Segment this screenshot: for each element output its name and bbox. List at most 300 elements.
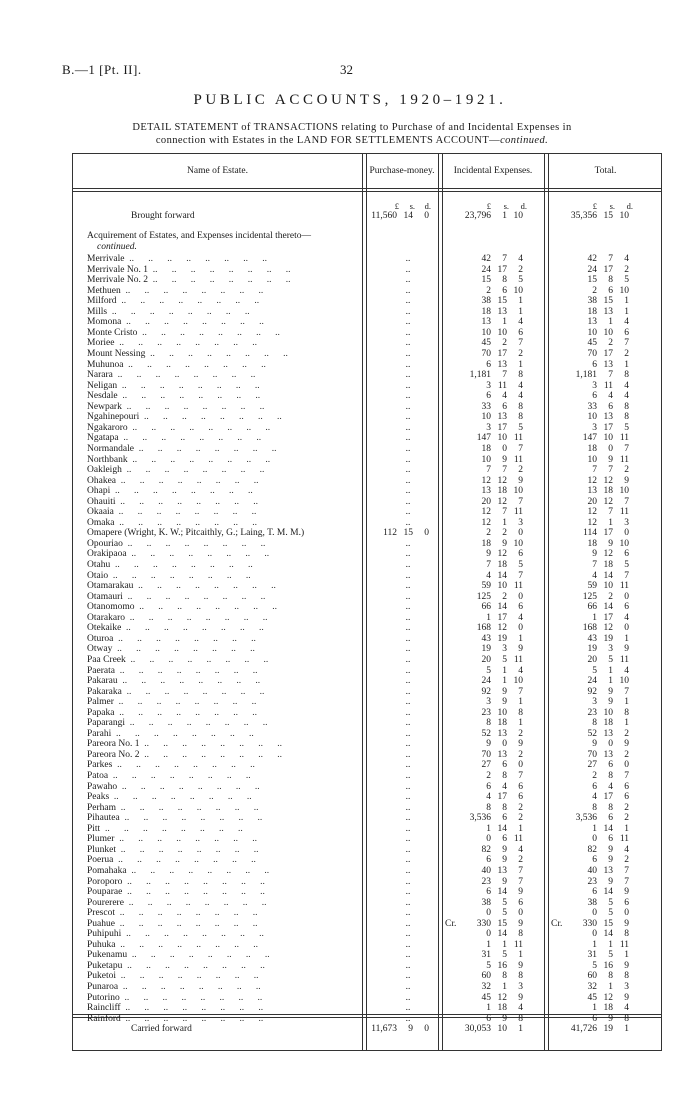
amount-shillings: 10 xyxy=(497,327,507,338)
amount-pence: 7 xyxy=(624,865,629,876)
leader-dots: .. .. .. .. .. .. .. .. xyxy=(109,792,252,803)
estate-name xyxy=(87,771,359,782)
amount-shillings: 1 xyxy=(608,939,613,950)
amount-shillings: 17 xyxy=(603,792,613,803)
credit-prefix xyxy=(551,993,569,1004)
amount-shillings: 13 xyxy=(497,306,507,317)
incidental-amount xyxy=(445,803,523,814)
amount-shillings: 1 xyxy=(502,317,507,328)
ditto-mark: .. xyxy=(405,317,411,328)
estate-name-text: Parkes xyxy=(87,760,113,771)
estate-name xyxy=(87,539,359,550)
amount-pence: 6 xyxy=(624,327,629,338)
credit-prefix xyxy=(445,666,463,677)
amount-pounds: 3,536 xyxy=(575,813,597,824)
incidental-amount xyxy=(445,824,523,835)
total-amount xyxy=(551,898,629,909)
amount-shillings: 9 xyxy=(502,1013,507,1024)
ditto-mark: .. xyxy=(405,380,411,391)
amount-pounds: 7 xyxy=(486,560,491,570)
leader-dots: .. .. .. .. .. .. .. .. xyxy=(114,834,257,845)
amount-shillings: 4 xyxy=(502,391,507,402)
amount-pounds: 24 xyxy=(481,264,491,275)
incidental-amount xyxy=(445,993,523,1004)
incidental-amount xyxy=(445,402,523,413)
credit-prefix xyxy=(551,655,569,666)
amount-pounds: 42 xyxy=(587,254,597,264)
credit-prefix xyxy=(551,718,569,729)
unit-pound: £ xyxy=(486,201,491,211)
total-amount xyxy=(551,877,629,888)
credit-prefix xyxy=(551,1003,569,1014)
amount-pence: 1 xyxy=(624,296,629,307)
amount-shillings: 6 xyxy=(502,813,507,824)
credit-prefix xyxy=(445,412,463,423)
amount-pence: 5 xyxy=(624,422,629,433)
amount-pence: 8 xyxy=(624,707,629,718)
credit-prefix xyxy=(551,286,569,297)
incidental-amount xyxy=(445,866,523,877)
ditto-mark: .. xyxy=(405,517,411,528)
total-amount xyxy=(551,782,629,793)
credit-prefix xyxy=(445,370,463,381)
credit-prefix xyxy=(445,813,463,824)
ditto-mark: .. xyxy=(405,960,411,971)
table-row xyxy=(73,412,663,423)
credit-prefix xyxy=(445,718,463,729)
amount-pounds: 45 xyxy=(481,992,491,1003)
amount-pounds: 24 xyxy=(481,676,491,686)
amount-shillings: 2 xyxy=(502,528,507,539)
amount-shillings: 14 xyxy=(403,211,413,221)
leader-dots: .. .. .. .. .. .. .. .. xyxy=(137,327,280,338)
amount-pounds: 5 xyxy=(592,665,597,676)
estate-name-text: Merrivale No. 2 xyxy=(87,275,148,286)
credit-prefix xyxy=(445,592,463,603)
ditto-mark: .. xyxy=(405,264,411,275)
total-amount xyxy=(551,950,629,961)
table-row xyxy=(73,708,663,719)
estate-name-text: Neligan xyxy=(87,380,118,391)
amount-shillings: 13 xyxy=(497,749,507,760)
leader-dots: .. .. .. .. .. .. .. .. xyxy=(125,654,269,665)
amount-pounds: 6 xyxy=(592,887,597,897)
ditto-mark: .. xyxy=(405,570,411,581)
credit-prefix xyxy=(445,845,463,856)
credit-prefix xyxy=(445,824,463,835)
leader-dots: .. .. .. .. .. .. .. .. xyxy=(121,686,265,697)
estate-name-text: Palmer xyxy=(87,697,114,708)
amount-pounds: 6 xyxy=(486,1013,491,1024)
incidental-amount xyxy=(445,602,523,613)
estate-name xyxy=(87,486,359,497)
credit-prefix xyxy=(551,739,569,750)
estate-name xyxy=(87,676,359,687)
amount-pence: 0 xyxy=(424,1024,429,1034)
incidental-amount xyxy=(445,349,523,360)
amount-shillings: 13 xyxy=(497,359,507,370)
amount-pence: 6 xyxy=(624,781,629,792)
amount-pence: 10 xyxy=(513,538,523,549)
credit-prefix xyxy=(551,834,569,845)
amount-pence: 4 xyxy=(518,391,523,402)
ditto-mark: .. xyxy=(405,602,411,613)
leader-dots: .. .. .. .. .. .. .. .. xyxy=(108,771,251,781)
estate-name-text: Mills xyxy=(87,306,108,317)
table-row xyxy=(73,877,663,888)
amount-pounds: 112 xyxy=(383,528,397,539)
estate-name-text: Prescot xyxy=(87,908,115,919)
amount-pounds: 1 xyxy=(486,612,491,623)
units-purchase xyxy=(369,201,435,211)
amount-shillings: 10 xyxy=(497,1024,507,1034)
amount-pounds: 13 xyxy=(481,486,491,497)
credit-prefix xyxy=(445,307,463,318)
column-header-purchase: Purchase-money. xyxy=(369,165,435,176)
leader-dots: .. .. .. .. .. .. .. .. xyxy=(139,739,282,750)
table-row xyxy=(73,792,663,803)
amount-pounds: 3,536 xyxy=(469,813,491,824)
estate-name-text: Paa Creek xyxy=(87,654,126,665)
leader-dots: .. .. .. .. .. .. .. .. xyxy=(134,602,277,613)
amount-pence: 4 xyxy=(518,317,523,328)
estate-name xyxy=(87,402,359,413)
amount-pence: 2 xyxy=(624,465,629,475)
credit-prefix xyxy=(551,602,569,613)
table-row xyxy=(73,739,663,750)
amount-shillings: 9 xyxy=(502,855,507,866)
leader-dots: .. .. .. .. .. .. .. .. xyxy=(111,728,254,739)
amount-shillings: 10 xyxy=(497,433,507,444)
amount-pounds: 0 xyxy=(486,908,491,919)
estate-name xyxy=(87,845,359,856)
amount-pence: 7 xyxy=(624,570,629,581)
amount-pounds: 147 xyxy=(582,433,597,444)
amount-pence: 0 xyxy=(624,908,629,919)
amount-shillings: 14 xyxy=(603,823,613,834)
credit-prefix xyxy=(445,982,463,993)
ditto-mark: .. xyxy=(405,549,411,560)
amount-pence: 8 xyxy=(518,401,523,412)
total-amount xyxy=(551,381,629,392)
amount-pence: 4 xyxy=(518,844,523,855)
estate-name xyxy=(87,328,359,339)
amount-pence: 1 xyxy=(624,950,629,961)
incidental-amount xyxy=(445,760,523,771)
amount-shillings: 5 xyxy=(502,897,507,908)
credit-prefix xyxy=(551,539,569,550)
credit-prefix xyxy=(445,1003,463,1014)
amount-pence: 9 xyxy=(518,887,523,897)
amount-pence: 11 xyxy=(513,454,523,465)
credit-prefix xyxy=(445,950,463,961)
amount-pounds: 8 xyxy=(486,718,491,729)
amount-pence: 8 xyxy=(518,412,523,423)
total-amount xyxy=(551,729,629,740)
amount-pounds: 92 xyxy=(481,686,491,697)
total-amount xyxy=(551,560,629,571)
leader-dots: .. .. .. .. .. .. .. .. xyxy=(126,865,270,876)
leader-dots: .. .. .. .. .. .. .. .. xyxy=(121,623,264,634)
credit-prefix xyxy=(445,296,463,307)
amount-shillings: 7 xyxy=(608,465,613,475)
amount-pounds: 38 xyxy=(587,296,597,307)
amount-pounds: 9 xyxy=(592,549,597,560)
table-row xyxy=(73,286,663,297)
ditto-mark: .. xyxy=(405,454,411,465)
table-row xyxy=(73,455,663,466)
ditto-mark: .. xyxy=(405,465,411,475)
amount-pence: 2 xyxy=(518,348,523,359)
amount-pence: 10 xyxy=(513,486,523,497)
page-number: 32 xyxy=(340,62,353,77)
amount-pence: 9 xyxy=(518,644,523,655)
credit-prefix xyxy=(551,423,569,434)
amount-pence: 10 xyxy=(619,285,629,296)
amount-pounds: 70 xyxy=(481,749,491,760)
amount-pence: 2 xyxy=(624,813,629,824)
estate-name-text: Moriee xyxy=(87,338,115,349)
estate-name-text: Pourerere xyxy=(87,897,124,908)
estate-name xyxy=(87,697,359,708)
estate-name xyxy=(87,391,359,402)
credit-prefix xyxy=(551,307,569,318)
amount-shillings: 9 xyxy=(608,844,613,855)
statement-heading-line2 xyxy=(40,134,664,147)
amount-shillings: 15 xyxy=(497,918,507,929)
table-row xyxy=(73,887,663,898)
ditto-mark: .. xyxy=(405,697,411,708)
total-amount xyxy=(551,824,629,835)
incidental-amount xyxy=(445,296,523,307)
incidental-amount xyxy=(445,792,523,803)
amount-pence: 6 xyxy=(624,602,629,613)
total-amount xyxy=(551,940,629,951)
leader-dots: .. .. .. .. .. .. .. .. xyxy=(116,971,259,982)
total-amount xyxy=(551,718,629,729)
incidental-amount xyxy=(445,782,523,793)
total-amount xyxy=(551,676,629,687)
credit-prefix xyxy=(445,265,463,276)
amount-pounds: 45 xyxy=(587,992,597,1003)
amount-pence: 9 xyxy=(518,992,523,1003)
total-amount xyxy=(551,919,629,930)
total-amount xyxy=(551,592,629,603)
amount-pounds: 18 xyxy=(481,306,491,317)
estate-name-text: Pakarau xyxy=(87,676,118,686)
table-row xyxy=(73,592,663,603)
amount-pence: 4 xyxy=(518,254,523,264)
amount-shillings: 12 xyxy=(497,623,507,634)
amount-pence: 4 xyxy=(518,665,523,676)
incidental-amount xyxy=(445,328,523,339)
credit-prefix xyxy=(551,813,569,824)
amount-pence: 7 xyxy=(518,338,523,349)
amount-shillings: 17 xyxy=(497,422,507,433)
column-header-total: Total. xyxy=(594,165,617,176)
total-amount xyxy=(551,634,629,645)
amount-pounds: 6 xyxy=(592,359,597,370)
incidental-amount xyxy=(445,581,523,592)
leader-dots: .. .. .. .. .. .. .. .. xyxy=(120,1013,264,1024)
amount-shillings: 1 xyxy=(502,517,507,528)
amount-pence: 0 xyxy=(424,528,429,539)
total-amount xyxy=(551,708,629,719)
amount-pounds: 6 xyxy=(592,855,597,866)
credit-prefix xyxy=(551,549,569,560)
credit-prefix xyxy=(445,360,463,371)
amount-shillings: 17 xyxy=(603,264,613,275)
credit-prefix xyxy=(551,381,569,392)
table-row xyxy=(73,539,663,550)
incidental-amount xyxy=(445,813,523,824)
amount-pounds: 59 xyxy=(587,581,597,592)
leader-dots: .. .. .. .. .. .. .. .. xyxy=(116,296,260,307)
header-rule xyxy=(73,191,661,192)
amount-shillings: 19 xyxy=(603,1024,613,1034)
amount-pence: 7 xyxy=(518,443,523,454)
estate-name xyxy=(87,929,359,940)
amount-shillings: 13 xyxy=(603,728,613,739)
amount-pounds: 3 xyxy=(592,422,597,433)
amount-shillings: 15 xyxy=(403,528,413,539)
total-amount xyxy=(551,275,629,286)
estate-name-text: Opouriao xyxy=(87,538,123,549)
amount-pence: 7 xyxy=(624,686,629,697)
ditto-mark: .. xyxy=(405,348,411,359)
leader-dots: .. .. .. .. .. .. .. .. xyxy=(113,697,257,708)
amount-shillings: 14 xyxy=(497,929,507,940)
amount-shillings: 5 xyxy=(502,950,507,961)
table-row xyxy=(73,296,663,307)
leader-dots: .. .. .. .. .. .. .. .. xyxy=(121,929,264,940)
amount-pounds: 60 xyxy=(587,971,597,982)
estate-name xyxy=(87,560,359,571)
amount-pounds: 2 xyxy=(592,771,597,781)
ditto-mark: .. xyxy=(405,971,411,982)
ditto-mark: .. xyxy=(405,538,411,549)
credit-prefix xyxy=(551,771,569,782)
leader-dots: .. .. .. .. .. .. .. .. xyxy=(122,591,266,602)
amount-shillings: 1 xyxy=(608,676,613,686)
credit-prefix xyxy=(445,254,463,265)
amount-shillings: 17 xyxy=(497,348,507,359)
total-amount xyxy=(551,834,629,845)
credit-prefix xyxy=(551,634,569,645)
incidental-amount xyxy=(445,623,523,634)
table-row xyxy=(73,497,663,508)
amount-pounds: 45 xyxy=(587,338,597,349)
amount-shillings: 13 xyxy=(497,412,507,423)
ditto-mark: .. xyxy=(405,285,411,296)
credit-prefix xyxy=(445,887,463,898)
amount-pounds: 23,796 xyxy=(464,211,491,221)
amount-shillings: 13 xyxy=(603,359,613,370)
credit-prefix: Cr. xyxy=(445,918,457,929)
amount-pence: 7 xyxy=(624,496,629,507)
ditto-mark: .. xyxy=(405,897,411,908)
amount-pence: 8 xyxy=(518,971,523,982)
credit-prefix xyxy=(445,898,463,909)
credit-prefix xyxy=(551,729,569,740)
credit-prefix xyxy=(551,666,569,677)
credit-prefix xyxy=(445,328,463,339)
section-heading-continued: continued. xyxy=(97,242,137,252)
credit-prefix xyxy=(445,476,463,487)
estate-name-text: Oakleigh xyxy=(87,465,122,475)
amount-shillings: 2 xyxy=(502,591,507,602)
estate-name xyxy=(87,971,359,982)
credit-prefix xyxy=(551,877,569,888)
amount-pounds: 1 xyxy=(592,939,597,950)
estate-name xyxy=(87,444,359,455)
table-row xyxy=(73,729,663,740)
amount-pounds: 12 xyxy=(481,507,491,518)
credit-prefix xyxy=(445,613,463,624)
incidental-amount xyxy=(445,929,523,940)
amount-pounds: 33 xyxy=(481,401,491,412)
estate-name xyxy=(87,433,359,444)
leader-dots: .. .. .. .. .. .. .. .. xyxy=(113,855,256,866)
amount-pence: 5 xyxy=(624,275,629,286)
credit-prefix xyxy=(445,518,463,529)
estate-name xyxy=(87,465,359,476)
estate-name xyxy=(87,834,359,845)
table-row xyxy=(73,370,663,381)
leader-dots: .. .. .. .. .. .. .. .. xyxy=(118,433,262,444)
total-amount xyxy=(551,391,629,402)
credit-prefix xyxy=(551,412,569,423)
amount-pence: 1 xyxy=(518,718,523,729)
leader-dots: .. .. .. .. .. .. .. .. xyxy=(147,275,291,286)
estate-name-text: Oturoa xyxy=(87,633,114,644)
amount-pence: 5 xyxy=(518,560,523,570)
amount-pence: 2 xyxy=(624,855,629,866)
credit-prefix xyxy=(551,750,569,761)
table-row xyxy=(73,644,663,655)
estate-name xyxy=(87,813,359,824)
amount-pounds: 38 xyxy=(481,897,491,908)
units-incidental xyxy=(445,201,539,211)
credit-prefix xyxy=(551,845,569,856)
total-amount xyxy=(551,370,629,381)
amount-pounds: 2 xyxy=(486,285,491,296)
unit-shilling: s. xyxy=(503,201,509,211)
incidental-amount xyxy=(445,265,523,276)
estate-name xyxy=(87,549,359,560)
leader-dots: .. .. .. .. .. .. .. .. xyxy=(114,665,258,676)
credit-prefix xyxy=(551,613,569,624)
ditto-mark: .. xyxy=(405,370,411,381)
estate-name-text: Pomahaka xyxy=(87,865,127,876)
amount-shillings: 13 xyxy=(603,412,613,423)
amount-shillings: 0 xyxy=(502,739,507,750)
estate-name xyxy=(87,760,359,771)
amount-pounds: 7 xyxy=(592,560,597,570)
estate-name xyxy=(87,497,359,508)
total-amount xyxy=(551,845,629,856)
total-amount xyxy=(551,771,629,782)
ditto-mark: .. xyxy=(405,401,411,412)
table-row xyxy=(73,613,663,624)
amount-pounds: 10 xyxy=(481,412,491,423)
estate-name xyxy=(87,1014,359,1025)
leader-dots: .. .. .. .. .. .. .. .. xyxy=(114,707,257,718)
credit-prefix xyxy=(551,1014,569,1025)
incidental-amount xyxy=(445,549,523,560)
estate-name xyxy=(87,571,359,582)
total-amount xyxy=(551,254,629,265)
